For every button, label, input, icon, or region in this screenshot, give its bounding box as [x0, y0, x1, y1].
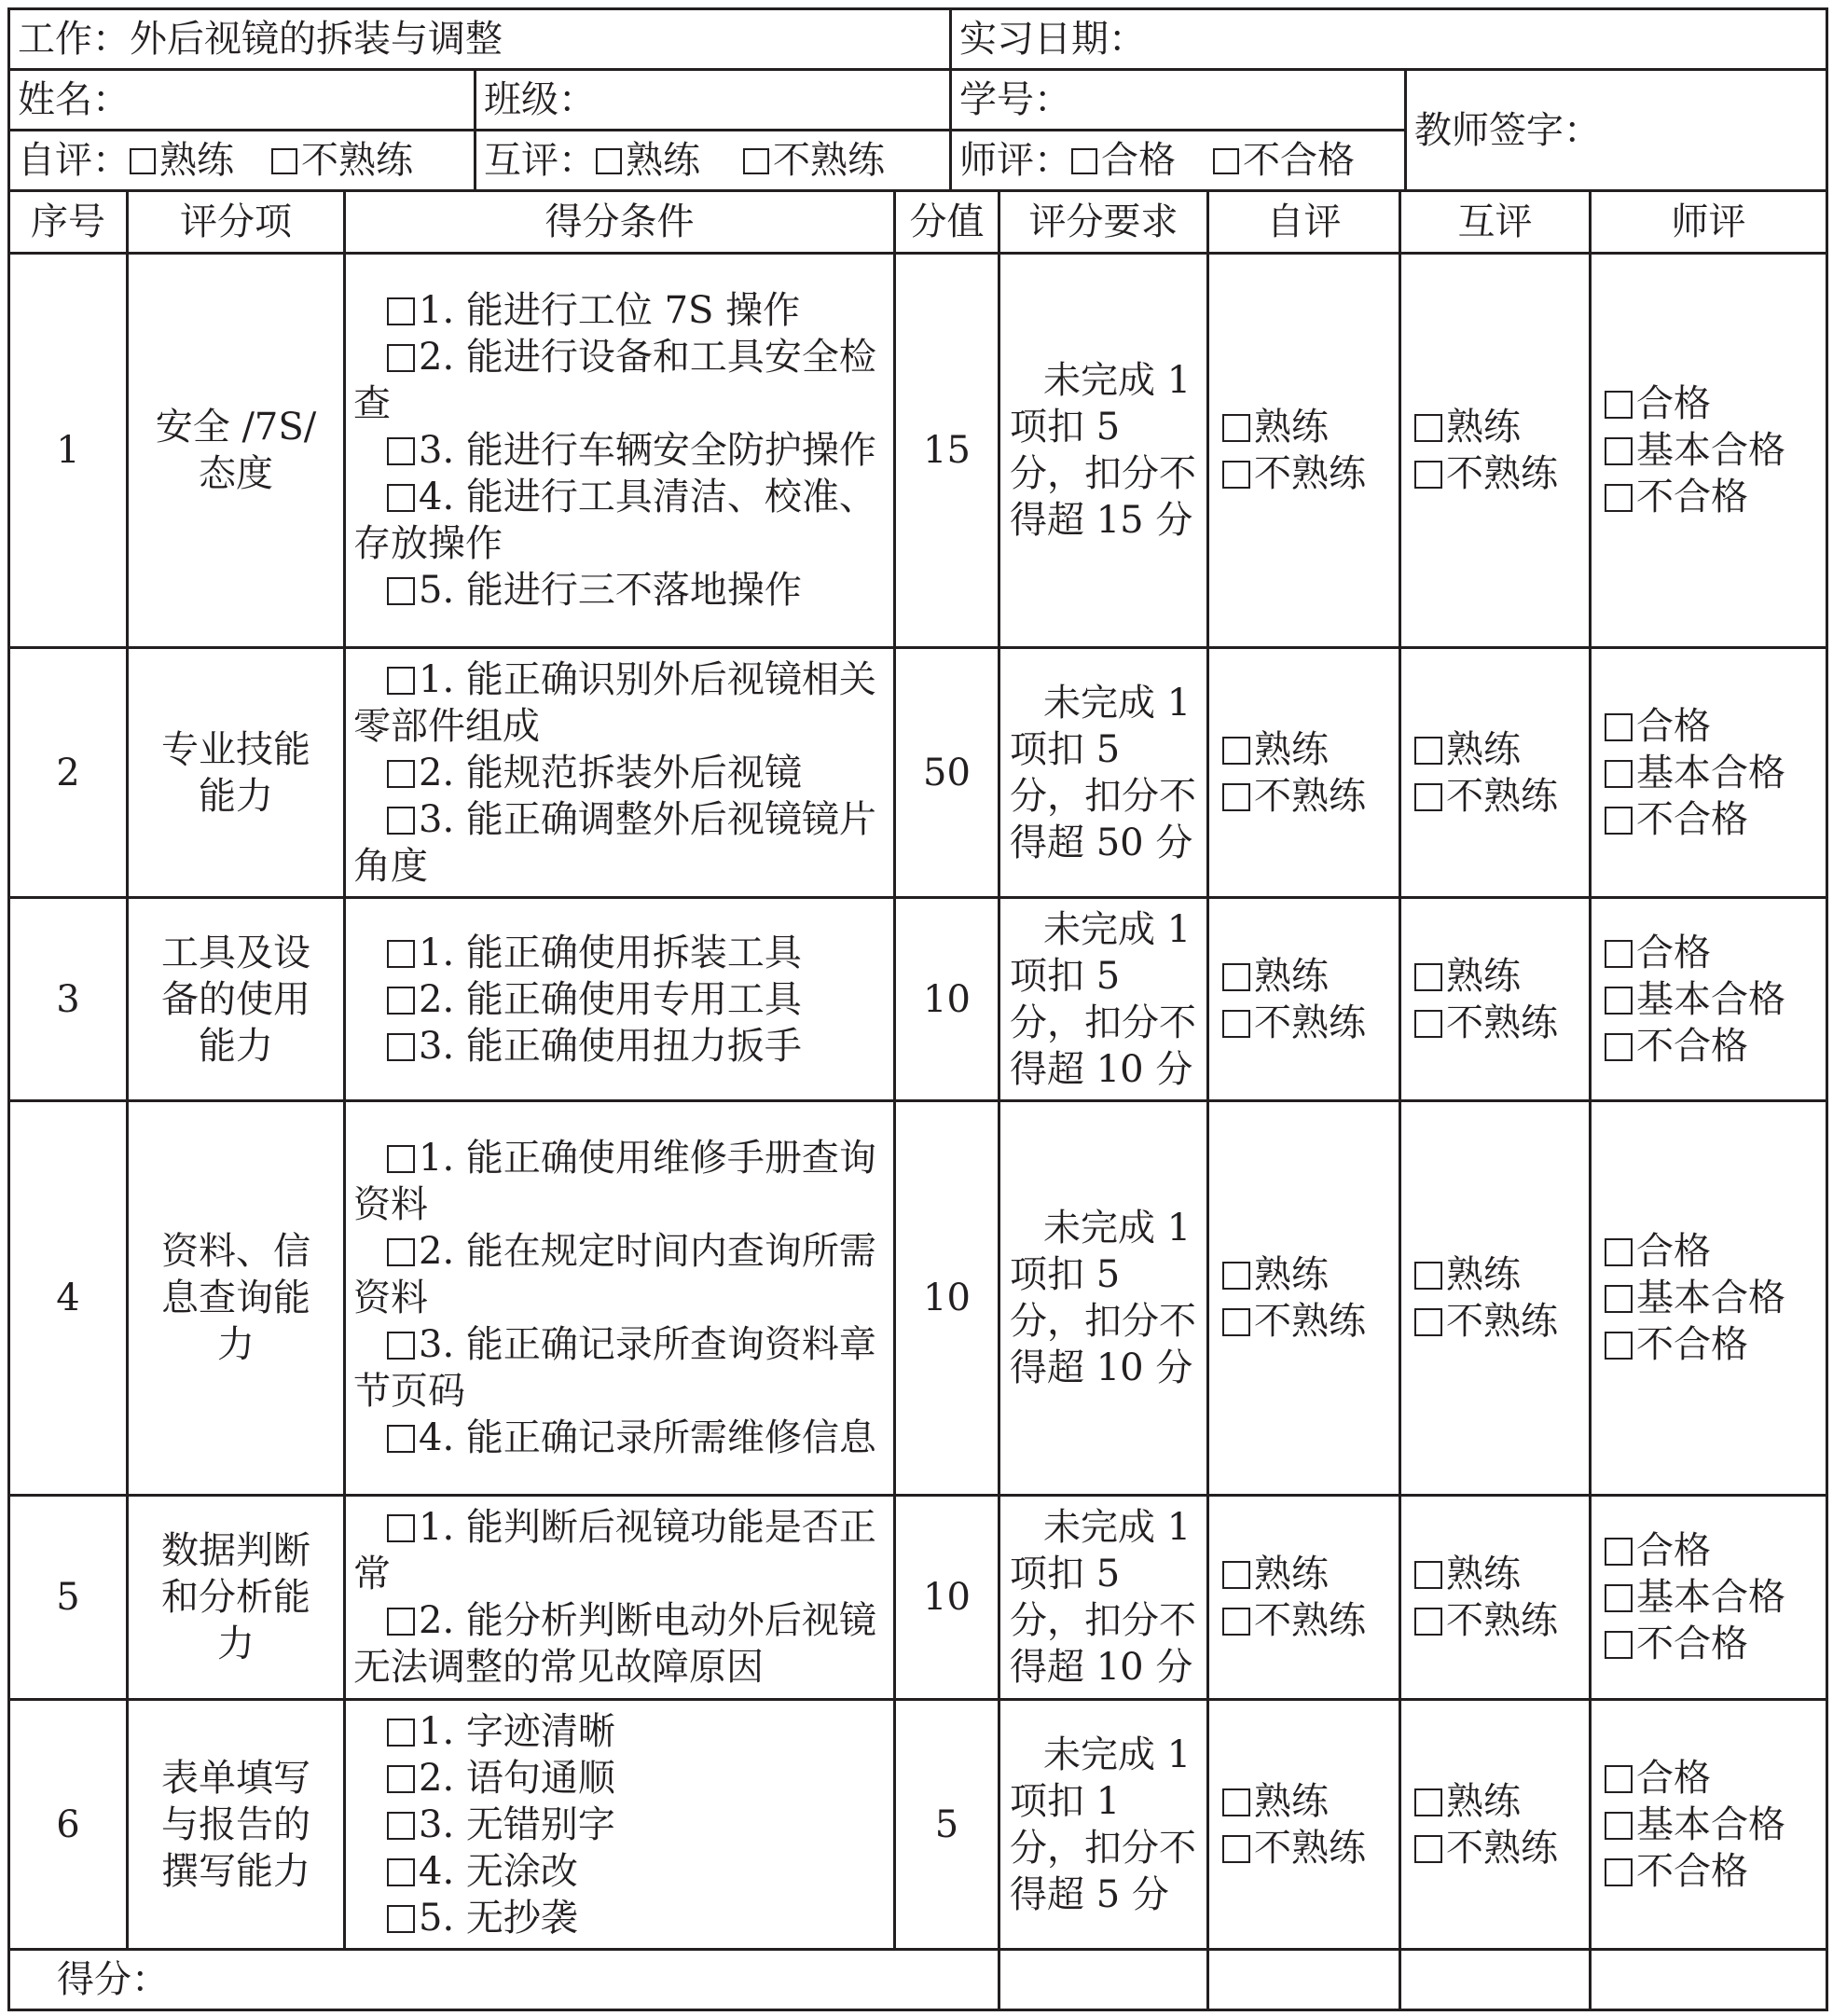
checkbox-icon[interactable] [1222, 1608, 1250, 1636]
option-label: 基本合格 [1636, 751, 1785, 794]
checkbox-icon[interactable] [1605, 484, 1633, 512]
teacher-eval-option[interactable] [1605, 380, 1818, 427]
col-header-no: 序号 [9, 191, 128, 254]
self-eval-cell [1208, 254, 1400, 648]
score-requirement [999, 254, 1208, 648]
checkbox-icon[interactable] [1605, 1285, 1633, 1313]
self-eval-option[interactable] [1222, 1251, 1391, 1298]
option-label: 合格 [1636, 382, 1711, 425]
condition-text: 1. 能进行工位 7S 操作 [419, 289, 801, 332]
checkbox-icon[interactable] [1414, 1262, 1442, 1290]
option-label: 不熟练 [1446, 774, 1558, 818]
condition-item[interactable] [353, 1228, 886, 1321]
checkbox-icon[interactable] [387, 437, 415, 465]
col-header-teacher-eval: 师评 [1591, 191, 1827, 254]
checkbox-icon[interactable] [1222, 1010, 1250, 1038]
checkbox-icon[interactable] [387, 1425, 415, 1453]
option-label: 熟练 [1254, 954, 1329, 998]
option-label: 熟练 [1446, 954, 1521, 998]
self-eval-cell [1208, 898, 1400, 1101]
self-eval-summary: 自评： 熟练 不熟练 [9, 131, 475, 191]
score-conditions [345, 898, 895, 1101]
self-eval-option[interactable] [1222, 1000, 1391, 1046]
score-value: 50 [895, 648, 999, 898]
checkbox-icon[interactable] [387, 1332, 415, 1360]
checkbox-icon[interactable] [387, 1145, 415, 1173]
condition-item[interactable] [353, 1802, 886, 1848]
checkbox-icon[interactable] [1605, 987, 1633, 1015]
checkbox-icon[interactable] [387, 760, 415, 788]
checkbox-icon[interactable] [1222, 1262, 1250, 1290]
checkbox-icon[interactable] [1414, 1788, 1442, 1816]
condition-item[interactable] [353, 796, 886, 890]
checkbox-icon[interactable] [1222, 783, 1250, 811]
condition-text: 5. 无抄袭 [419, 1896, 578, 1940]
col-header-score: 分值 [895, 191, 999, 254]
table-row [9, 1700, 1827, 1950]
condition-text: 4. 能正确记录所需维修信息 [419, 1416, 876, 1459]
checkbox-icon[interactable] [1605, 1538, 1633, 1566]
condition-item[interactable] [353, 1755, 886, 1802]
scoring-item: 专业技能能力 [128, 648, 345, 898]
peer-eval-cell [1400, 898, 1591, 1101]
peer-eval-summary: 互评： 熟练 不熟练 [475, 131, 951, 191]
option-label: 不合格 [1636, 1024, 1748, 1068]
self-eval-option[interactable] [1222, 450, 1391, 497]
condition-text: 3. 能进行车辆安全防护操作 [419, 429, 876, 472]
checkbox-icon[interactable] [387, 1858, 415, 1886]
class-field[interactable]: 班级： [475, 70, 951, 131]
option-label: 熟练 [1446, 1253, 1521, 1296]
table-row [9, 898, 1827, 1101]
score-conditions [345, 1101, 895, 1496]
checkbox-icon[interactable] [1605, 1033, 1633, 1061]
score-requirement [999, 898, 1208, 1101]
option-label: 不熟练 [1446, 1300, 1558, 1343]
condition-text: 3. 能正确使用扭力扳手 [419, 1024, 802, 1068]
row-number: 5 [9, 1496, 128, 1700]
score-conditions [345, 1700, 895, 1950]
condition-item[interactable] [353, 1895, 886, 1941]
teacher-eval-option[interactable] [1605, 1802, 1818, 1848]
condition-item[interactable] [353, 427, 886, 474]
condition-text: 2. 语句通顺 [419, 1756, 615, 1800]
checkbox-icon[interactable] [1213, 148, 1239, 174]
condition-text: 2. 能规范拆装外后视镜 [419, 751, 802, 794]
condition-text: 3. 能正确调整外后视镜镜片角度 [353, 797, 876, 888]
condition-item[interactable] [353, 1708, 886, 1755]
self-eval-option[interactable] [1222, 1551, 1391, 1597]
option-label: 不熟练 [1254, 1001, 1366, 1044]
option-label: 熟练 [1254, 727, 1329, 771]
teacher-eval-option[interactable] [1605, 1321, 1818, 1368]
checkbox-icon[interactable] [1222, 1788, 1250, 1816]
option-label: 基本合格 [1636, 1802, 1785, 1846]
teacher-eval-option[interactable] [1605, 1755, 1818, 1802]
column-header-row [9, 191, 1827, 254]
option-label: 不熟练 [1254, 1300, 1366, 1343]
option-label: 熟练 [1254, 1253, 1329, 1296]
col-header-conditions: 得分条件 [345, 191, 895, 254]
checkbox-icon[interactable] [1222, 963, 1250, 991]
condition-text: 1. 能判断后视镜功能是否正常 [353, 1506, 876, 1595]
score-requirement [999, 1700, 1208, 1950]
option-label: 合格 [1636, 704, 1711, 748]
condition-item[interactable] [353, 567, 886, 614]
self-eval-option[interactable] [1222, 1298, 1391, 1345]
condition-text: 4. 无涂改 [419, 1849, 578, 1893]
condition-item[interactable] [353, 750, 886, 796]
option-label: 不合格 [1636, 1323, 1748, 1366]
condition-item[interactable] [353, 334, 886, 427]
score-value: 5 [895, 1700, 999, 1950]
option-label: 不熟练 [1254, 774, 1366, 818]
self-eval-total[interactable] [1208, 1950, 1400, 2010]
checkbox-icon[interactable] [387, 344, 415, 372]
requirement-text: 未完成 1 项扣 5 分，扣分不得超 10 分 [1010, 1506, 1196, 1689]
self-eval-cell [1208, 1700, 1400, 1950]
condition-text: 1. 字迹清晰 [419, 1709, 615, 1753]
checkbox-icon[interactable] [1414, 1010, 1442, 1038]
checkbox-icon[interactable] [1605, 713, 1633, 741]
scoring-item: 资料、信息查询能力 [128, 1101, 345, 1496]
condition-item[interactable] [353, 656, 886, 750]
peer-eval-option[interactable] [1414, 1778, 1581, 1825]
col-header-self-eval: 自评 [1208, 191, 1400, 254]
table-row [9, 1496, 1827, 1700]
teacher-eval-option[interactable] [1605, 976, 1818, 1023]
peer-eval-option[interactable] [1414, 953, 1581, 1000]
checkbox-icon[interactable] [1222, 461, 1250, 489]
peer-eval-cell [1400, 648, 1591, 898]
col-header-peer-eval: 互评 [1400, 191, 1591, 254]
row-number: 3 [9, 898, 128, 1101]
checkbox-icon[interactable] [1605, 1238, 1633, 1266]
option-label: 不合格 [1636, 476, 1748, 518]
condition-text: 1. 能正确使用拆装工具 [419, 931, 802, 974]
teacher-eval-total[interactable] [1591, 1950, 1827, 2010]
condition-item[interactable] [353, 1023, 886, 1070]
condition-item[interactable] [353, 1504, 886, 1597]
score-value: 10 [895, 1496, 999, 1700]
option-label: 不熟练 [1254, 1599, 1366, 1642]
condition-item[interactable] [353, 1321, 886, 1415]
self-eval-option[interactable] [1222, 953, 1391, 1000]
condition-text: 3. 能正确记录所查询资料章节页码 [353, 1323, 876, 1413]
checkbox-icon[interactable] [1605, 437, 1633, 465]
condition-text: 5. 能进行三不落地操作 [419, 569, 802, 612]
teacher-eval-cell [1591, 1101, 1827, 1496]
score-requirement-total[interactable] [999, 1950, 1208, 2010]
condition-item[interactable] [353, 287, 886, 334]
self-eval-cell [1208, 1496, 1400, 1700]
option-label: 不熟练 [1446, 1001, 1558, 1044]
teacher-eval-option[interactable] [1605, 1574, 1818, 1621]
condition-item[interactable] [353, 1597, 886, 1691]
checkbox-icon[interactable] [1605, 1812, 1633, 1840]
teacher-signature-field[interactable]: 教师签字： [1406, 70, 1827, 191]
option-label: 基本合格 [1636, 977, 1785, 1021]
condition-item[interactable] [353, 1135, 886, 1228]
condition-text: 4. 能进行工具清洁、校准、存放操作 [353, 476, 876, 565]
checkbox-icon[interactable] [387, 940, 415, 968]
checkbox-icon[interactable] [1605, 1631, 1633, 1659]
table-row [9, 648, 1827, 898]
teacher-eval-option[interactable] [1605, 1275, 1818, 1321]
teacher-eval-option[interactable] [1605, 474, 1818, 520]
checkbox-icon[interactable] [1605, 807, 1633, 835]
score-requirement [999, 1101, 1208, 1496]
score-conditions [345, 1496, 895, 1700]
scoring-item: 安全 /7S/ 态度 [128, 254, 345, 648]
condition-text: 1. 能正确使用维修手册查询资料 [353, 1137, 876, 1226]
self-eval-option[interactable] [1222, 404, 1391, 450]
condition-item[interactable] [353, 1848, 886, 1895]
condition-text: 2. 能正确使用专用工具 [419, 977, 802, 1021]
requirement-text: 未完成 1 项扣 5 分，扣分不得超 10 分 [1010, 907, 1196, 1091]
option-label: 基本合格 [1636, 429, 1785, 472]
peer-eval-option[interactable] [1414, 1251, 1581, 1298]
checkbox-icon[interactable] [387, 1608, 415, 1636]
row-number: 4 [9, 1101, 128, 1496]
condition-item[interactable] [353, 976, 886, 1023]
teacher-eval-cell [1591, 254, 1827, 648]
option-label: 合格 [1636, 931, 1711, 974]
self-eval-option[interactable] [1222, 1778, 1391, 1825]
self-eval-option[interactable] [1222, 773, 1391, 820]
condition-text: 2. 能进行设备和工具安全检查 [353, 336, 876, 425]
self-eval-cell [1208, 648, 1400, 898]
checkbox-icon[interactable] [387, 667, 415, 695]
option-label: 不合格 [1636, 797, 1748, 841]
table-row [9, 1101, 1827, 1496]
option-label: 熟练 [1446, 1553, 1521, 1595]
checkbox-icon[interactable] [1414, 963, 1442, 991]
student-id-field[interactable]: 学号： [951, 70, 1406, 131]
checkbox-icon[interactable] [387, 1812, 415, 1840]
peer-eval-option[interactable] [1414, 1825, 1581, 1871]
form-header [7, 7, 1828, 192]
checkbox-icon[interactable] [1222, 737, 1250, 765]
peer-eval-option[interactable] [1414, 726, 1581, 773]
peer-eval-option[interactable] [1414, 773, 1581, 820]
row-number: 1 [9, 254, 128, 648]
practice-date[interactable]: 实习日期： [951, 9, 1827, 70]
checkbox-icon[interactable] [1222, 414, 1250, 442]
checkbox-icon[interactable] [1414, 1608, 1442, 1636]
checkbox-icon[interactable] [387, 807, 415, 835]
checkbox-icon[interactable] [1414, 1308, 1442, 1336]
teacher-eval-option[interactable] [1605, 1848, 1818, 1895]
row-number: 6 [9, 1700, 128, 1950]
score-value: 10 [895, 1101, 999, 1496]
option-label: 不合格 [1636, 1622, 1748, 1665]
scoring-table [7, 189, 1828, 2011]
task-title: 工作：外后视镜的拆装与调整 [9, 9, 951, 70]
checkbox-icon[interactable] [387, 1765, 415, 1793]
score-conditions [345, 254, 895, 648]
checkbox-icon[interactable] [1605, 1858, 1633, 1886]
self-eval-option[interactable] [1222, 726, 1391, 773]
teacher-eval-option[interactable] [1605, 930, 1818, 976]
checkbox-icon[interactable] [387, 1719, 415, 1747]
scoring-item: 表单填写与报告的撰写能力 [128, 1700, 345, 1950]
checkbox-icon[interactable] [1414, 461, 1442, 489]
checkbox-icon[interactable] [387, 484, 415, 512]
checkbox-icon[interactable] [271, 148, 297, 174]
teacher-eval-option[interactable] [1605, 1527, 1818, 1574]
option-label: 不熟练 [1254, 452, 1366, 495]
option-label: 基本合格 [1636, 1576, 1785, 1619]
checkbox-icon[interactable] [1071, 148, 1097, 174]
checkbox-icon[interactable] [1414, 1835, 1442, 1863]
peer-eval-cell [1400, 254, 1591, 648]
teacher-eval-cell [1591, 1496, 1827, 1700]
score-requirement [999, 648, 1208, 898]
score-value: 15 [895, 254, 999, 648]
peer-eval-option[interactable] [1414, 1000, 1581, 1046]
peer-eval-option[interactable] [1414, 450, 1581, 497]
teacher-eval-option[interactable] [1605, 1228, 1818, 1275]
self-eval-cell [1208, 1101, 1400, 1496]
option-label: 不熟练 [1446, 1599, 1558, 1642]
checkbox-icon[interactable] [743, 148, 769, 174]
col-header-item: 评分项 [128, 191, 345, 254]
evaluation-form [7, 7, 1826, 2009]
peer-eval-option[interactable] [1414, 1551, 1581, 1597]
score-requirement [999, 1496, 1208, 1700]
checkbox-icon[interactable] [596, 148, 622, 174]
condition-text: 1. 能正确识别外后视镜相关零部件组成 [353, 657, 876, 748]
checkbox-icon[interactable] [387, 297, 415, 325]
option-label: 熟练 [1254, 1553, 1329, 1595]
option-label: 不熟练 [1446, 452, 1558, 495]
checkbox-icon[interactable] [387, 1033, 415, 1061]
checkbox-icon[interactable] [387, 1238, 415, 1266]
checkbox-icon[interactable] [1605, 760, 1633, 788]
col-header-requirement: 评分要求 [999, 191, 1208, 254]
requirement-text: 未完成 1 项扣 1 分，扣分不得超 5 分 [1010, 1733, 1196, 1916]
teacher-eval-cell [1591, 648, 1827, 898]
peer-eval-total[interactable] [1400, 1950, 1591, 2010]
teacher-eval-option[interactable] [1605, 703, 1818, 750]
self-eval-option[interactable] [1222, 1825, 1391, 1871]
peer-eval-option[interactable] [1414, 1597, 1581, 1644]
option-label: 合格 [1636, 1529, 1711, 1572]
condition-item[interactable] [353, 930, 886, 976]
checkbox-icon[interactable] [1605, 1765, 1633, 1793]
option-label: 不合格 [1636, 1849, 1748, 1893]
peer-eval-cell [1400, 1700, 1591, 1950]
teacher-eval-cell [1591, 1700, 1827, 1950]
checkbox-icon[interactable] [387, 1514, 415, 1542]
option-label: 不熟练 [1254, 1826, 1366, 1870]
checkbox-icon[interactable] [1605, 1584, 1633, 1612]
checkbox-icon[interactable] [1414, 414, 1442, 442]
teacher-eval-cell [1591, 898, 1827, 1101]
self-eval-option[interactable] [1222, 1597, 1391, 1644]
option-label: 熟练 [1254, 406, 1329, 449]
condition-text: 2. 能分析判断电动外后视镜无法调整的常见故障原因 [353, 1599, 876, 1689]
option-label: 熟练 [1254, 1779, 1329, 1823]
student-name-field[interactable]: 姓名： [9, 70, 475, 131]
checkbox-icon[interactable] [130, 148, 156, 174]
checkbox-icon[interactable] [1414, 783, 1442, 811]
condition-item[interactable] [353, 1415, 886, 1461]
scoring-item: 数据判断和分析能力 [128, 1496, 345, 1700]
teacher-eval-option[interactable] [1605, 796, 1818, 843]
table-row [9, 254, 1827, 648]
teacher-eval-option[interactable] [1605, 750, 1818, 796]
score-row [9, 1950, 1827, 2010]
peer-eval-option[interactable] [1414, 404, 1581, 450]
requirement-text: 未完成 1 项扣 5 分，扣分不得超 10 分 [1010, 1207, 1196, 1389]
peer-eval-cell [1400, 1496, 1591, 1700]
requirement-text: 未完成 1 项扣 5 分，扣分不得超 50 分 [1010, 681, 1196, 864]
checkbox-icon[interactable] [1605, 391, 1633, 419]
row-number: 2 [9, 648, 128, 898]
score-conditions [345, 648, 895, 898]
option-label: 熟练 [1446, 727, 1521, 771]
requirement-text: 未完成 1 项扣 5 分，扣分不得超 15 分 [1010, 359, 1196, 542]
score-value: 10 [895, 898, 999, 1101]
checkbox-icon[interactable] [1222, 1308, 1250, 1336]
option-label: 熟练 [1446, 1779, 1521, 1823]
option-label: 熟练 [1446, 406, 1521, 449]
checkbox-icon[interactable] [1605, 940, 1633, 968]
peer-eval-cell [1400, 1101, 1591, 1496]
checkbox-icon[interactable] [1222, 1835, 1250, 1863]
checkbox-icon[interactable] [1222, 1561, 1250, 1589]
teacher-eval-option[interactable] [1605, 1621, 1818, 1667]
condition-text: 2. 能在规定时间内查询所需资料 [353, 1230, 876, 1319]
condition-text: 3. 无错别字 [419, 1802, 615, 1846]
checkbox-icon[interactable] [1414, 1561, 1442, 1589]
peer-eval-option[interactable] [1414, 1298, 1581, 1345]
condition-item[interactable] [353, 474, 886, 567]
option-label: 合格 [1636, 1230, 1711, 1273]
teacher-eval-summary: 师评： 合格 不合格 [951, 131, 1406, 191]
checkbox-icon[interactable] [1605, 1332, 1633, 1360]
checkbox-icon[interactable] [1414, 737, 1442, 765]
checkbox-icon[interactable] [387, 577, 415, 605]
option-label: 不熟练 [1446, 1826, 1558, 1870]
option-label: 合格 [1636, 1756, 1711, 1800]
checkbox-icon[interactable] [387, 1905, 415, 1933]
option-label: 基本合格 [1636, 1277, 1785, 1319]
checkbox-icon[interactable] [387, 987, 415, 1015]
teacher-eval-option[interactable] [1605, 427, 1818, 474]
total-score-label: 得分： [9, 1950, 999, 2010]
scoring-item: 工具及设备的使用能力 [128, 898, 345, 1101]
teacher-eval-option[interactable] [1605, 1023, 1818, 1070]
